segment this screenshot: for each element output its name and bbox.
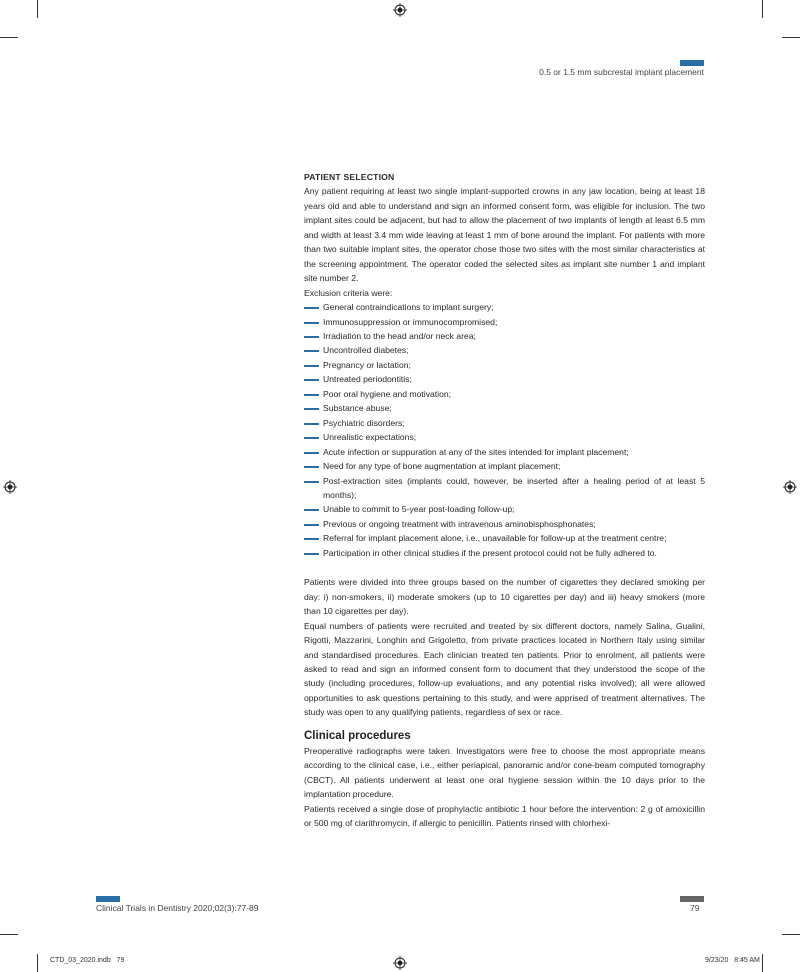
exclusion-item-text: Immunosuppression or immunocompromised; <box>323 316 498 327</box>
exclusion-item-text: Post-extraction sites (implants could, however, be inserted after a healing period of at least 5 months); <box>323 475 705 500</box>
dash-bullet-icon <box>304 452 319 454</box>
exclusion-item-text: Need for any type of bone augmentation at implant placement; <box>323 461 561 472</box>
crop-mark <box>37 954 38 972</box>
exclusion-list <box>304 300 705 560</box>
exclusion-item <box>304 445 705 459</box>
slug-datetime: 9/23/20 8:45 AM <box>705 957 760 964</box>
main-content <box>304 170 705 830</box>
slug-file: CTD_03_2020.indb 79 <box>50 957 125 964</box>
section-title: PATIENT SELECTION <box>304 172 395 182</box>
crop-mark <box>782 934 800 935</box>
dash-bullet-icon <box>304 553 319 555</box>
exclusion-item <box>304 517 705 531</box>
exclusion-item-text: General contraindications to implant surgery; <box>323 302 494 313</box>
exclusion-item <box>304 401 705 415</box>
footer-accent-bar <box>96 896 120 902</box>
exclusion-item <box>304 546 705 560</box>
page-number: 79 <box>690 903 700 913</box>
dash-bullet-icon <box>304 350 319 352</box>
exclusion-item-text: Pregnancy or lactation; <box>323 359 411 370</box>
dash-bullet-icon <box>304 379 319 381</box>
exclusion-item <box>304 372 705 386</box>
clinical-paragraph-2: Patients received a single dose of prophylactic antibiotic 1 hour before the intervention: 2 g of amoxicillin or 500 mg of clarithromycin, if allergic to penicillin. Patients rinsed with chlorhexi- <box>304 803 705 829</box>
exclusion-item-text: Substance abuse; <box>323 403 392 414</box>
crop-mark <box>762 0 763 18</box>
crop-mark <box>762 954 763 972</box>
dash-bullet-icon <box>304 322 319 324</box>
exclusion-item-text: Uncontrolled diabetes; <box>323 345 409 356</box>
dash-bullet-icon <box>304 423 319 425</box>
exclusion-item <box>304 531 705 545</box>
exclusion-item-text: Unable to commit to 5-year post-loading follow-up; <box>323 504 515 515</box>
exclusion-item-text: Irradiation to the head and/or neck area; <box>323 330 476 341</box>
exclusion-item-text: Untreated periodontitis; <box>323 374 412 385</box>
exclusion-item <box>304 300 705 314</box>
registration-mark-icon <box>393 3 407 17</box>
crop-mark <box>782 37 800 38</box>
dash-bullet-icon <box>304 481 319 483</box>
dash-bullet-icon <box>304 394 319 396</box>
footer-gray-bar <box>680 896 704 902</box>
clinical-paragraph-1: Preoperative radiographs were taken. Investigators were free to choose the most appropriate means according to the clinical case, i.e., either periapical, panoramic and/or cone-beam computed tomography (CBCT). All patients underwent at least one oral hygiene session within the 10 days prior to the implantation procedure. <box>304 745 705 800</box>
registration-mark-icon <box>393 956 407 970</box>
dash-bullet-icon <box>304 524 319 526</box>
exclusion-item-text: Acute infection or suppuration at any of the sites intended for implant placement; <box>323 446 629 457</box>
header-accent-bar <box>680 60 704 66</box>
clinical-heading: Clinical procedures <box>304 729 411 742</box>
exclusion-item-text: Unrealistic expectations; <box>323 432 417 443</box>
exclusion-item <box>304 430 705 444</box>
journal-citation: Clinical Trials in Dentistry 2020;02(3):77-89 <box>96 903 259 913</box>
exclusion-item <box>304 387 705 401</box>
recruitment-paragraph: Equal numbers of patients were recruited and treated by six different doctors, namely Salina, Gualini, Rigotti, Mazzarini, Longhin and Grigoletto, from private practices located in Northern Italy using similar and standardised procedures. Each clinician treated ten patients. Prior to enrolment, all patients were asked to read and sign an informed consent form to document that they understood the scope of the study (including procedures, follow-up evaluations, and any potential risks involved); all were allowed opportunities to ask questions pertaining to this study, and were apprised of treatment alternatives. The study was open to any qualifying patients, regardless of sex or race. <box>304 620 705 718</box>
exclusion-item <box>304 502 705 516</box>
crop-mark <box>0 934 18 935</box>
exclusion-item-text: Referral for implant placement alone, i.e., unavailable for follow-up at the treatment centre; <box>323 533 667 544</box>
exclusion-item-text: Previous or ongoing treatment with intravenous aminobisphosphonates; <box>323 518 596 529</box>
exclusion-item <box>304 315 705 329</box>
groups-paragraph: Patients were divided into three groups based on the number of cigarettes they declared smoking per day: i) non-smokers, ii) moderate smokers (up to 10 cigarettes per day) and iii) heavy smokers (more than 10 cigarettes per day). <box>304 577 705 617</box>
exclusion-item-text: Participation in other clinical studies if the present protocol could not be fully adhered to. <box>323 547 657 558</box>
exclusion-item <box>304 358 705 372</box>
exclusion-item <box>304 416 705 430</box>
exclusion-item <box>304 474 705 503</box>
dash-bullet-icon <box>304 437 319 439</box>
dash-bullet-icon <box>304 307 319 309</box>
dash-bullet-icon <box>304 538 319 540</box>
running-title: 0.5 or 1.5 mm subcrestal implant placement <box>539 67 704 77</box>
dash-bullet-icon <box>304 336 319 338</box>
registration-mark-icon <box>3 480 17 494</box>
dash-bullet-icon <box>304 466 319 468</box>
registration-mark-icon <box>783 480 797 494</box>
exclusion-lead: Exclusion criteria were: <box>304 287 393 298</box>
crop-mark <box>37 0 38 18</box>
dash-bullet-icon <box>304 365 319 367</box>
dash-bullet-icon <box>304 509 319 511</box>
exclusion-item-text: Poor oral hygiene and motivation; <box>323 388 452 399</box>
dash-bullet-icon <box>304 408 319 410</box>
exclusion-item <box>304 459 705 473</box>
crop-mark <box>0 37 18 38</box>
intro-paragraph: Any patient requiring at least two single implant-supported crowns in any jaw location, being at least 18 years old and able to understand and sign an informed consent form, was eligible for inclusion. The two implant sites could be adjacent, but had to allow the placement of two implants of length at least 6.5 mm and width at least 3.4 mm wide leaving at least 1 mm of bone around the implant. For patients with more than two suitable implant sites, the operator chose those two sites with the most similar characteristics at the screening appointment. The operator coded the selected sites as implant site number 1 and implant site number 2. <box>304 186 705 284</box>
exclusion-item <box>304 343 705 357</box>
exclusion-item-text: Psychiatric disorders; <box>323 417 405 428</box>
exclusion-item <box>304 329 705 343</box>
